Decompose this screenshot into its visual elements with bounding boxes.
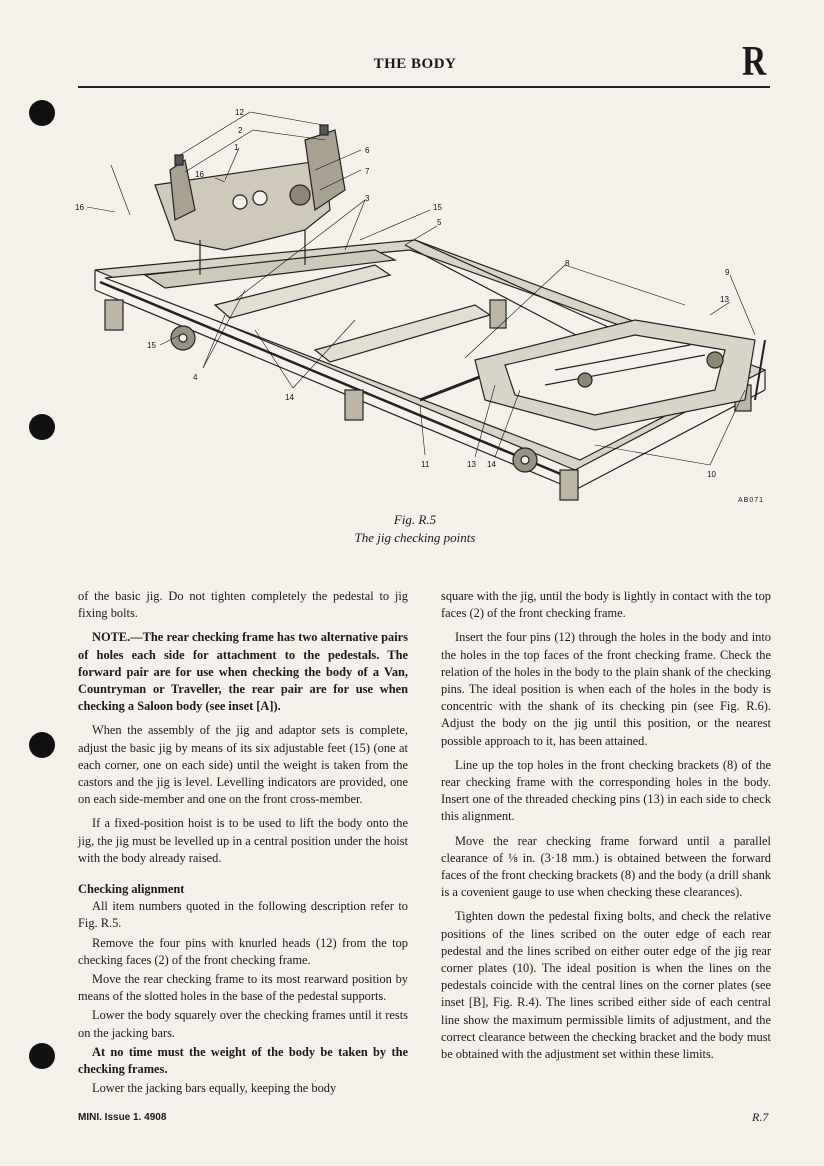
page-title: THE BODY: [373, 56, 457, 72]
callout-label: 6: [365, 146, 370, 155]
paragraph: Line up the top holes in the front checking brackets (8) of the rear checking frame with the corresponding holes in the body. Insert one of the threaded checking pins (13) in each side to check this alignment.: [441, 757, 771, 824]
callout-label: 7: [365, 167, 370, 176]
callout-label: 14: [285, 393, 294, 402]
paragraph: Tighten down the pedestal fixing bolts, and check the relative positions of the lines scribed on the outer edge of each rear pedestal and the lines scribed on either outer edge of the jig rear corner plates (10). The ideal position is when the lines on the pedestals coincide with the central lines on the corner plates (see inset [B], Fig. R.4). The lines scribed either side of each central line show the maximum permissible limits of adjustment, and the correct clearance between the checking bracket and the body must be obtained with the adjustment set within these limits.: [441, 909, 771, 1062]
callout-label: 12: [235, 108, 244, 117]
callout-label: 16: [75, 203, 84, 212]
callout-label: 15: [433, 203, 442, 212]
figure-caption-number: Fig. R.5: [393, 512, 437, 527]
paragraph: When the assembly of the jig and adaptor sets is complete, adjust the basic jig by means of its six adjustable feet (15) (one at each corner, one on each side) until the weight is taken from the castors and the jig is level. Levelling indicators are provided, one on each side-member and one on the front cross-member.: [78, 723, 408, 807]
callout-label: 15: [147, 341, 156, 350]
callout-label: 3: [365, 194, 370, 203]
footer-issue: MINI. Issue 1. 4908: [78, 1112, 167, 1123]
binder-hole: [29, 100, 55, 126]
callout-label: 13: [720, 295, 729, 304]
paragraph: Move the rear checking frame to its most rearward position by means of the slotted holes in the base of the pedestal supports.: [78, 972, 408, 1004]
callout-label: 9: [725, 268, 730, 277]
paragraph: Lower the body squarely over the checking frames until it rests on the jacking bars.: [78, 1008, 408, 1040]
paragraph: If a fixed-position hoist is to be used to lift the body onto the jig, the jig must be levelled up in a central position under the hoist with the body already raised.: [78, 816, 408, 865]
paragraph: square with the jig, until the body is lightly in contact with the top faces (2) of the front checking frame.: [441, 589, 771, 621]
callout-label: 5: [437, 218, 442, 227]
binder-hole: [29, 414, 55, 440]
paragraph: All item numbers quoted in the following description refer to Fig. R.5.: [78, 899, 408, 931]
paragraph: Move the rear checking frame forward until a parallel clearance of ⅛ in. (3·18 mm.) is obtained between the forward faces of the front checking brackets (8) and the body (a drill shank is a covenient gauge to use when checking these clearances).: [441, 833, 771, 900]
callout-label: 8: [565, 259, 570, 268]
callout-label: 14: [487, 460, 496, 469]
warning-paragraph: At no time must the weight of the body be taken by the checking frames.: [78, 1044, 408, 1077]
paragraph: Insert the four pins (12) through the holes in the body and into the holes in the top faces of the front checking frame. Check the relation of the holes in the body to the plain shank of the checking pins. The ideal position is when each of the holes in the body is concentric with the shank of its checking pin (see Fig. R.6). Adjust the body on the jig until this position, or the nearest possible approach to it, has been attained.: [441, 630, 771, 748]
callout-label: 1: [234, 143, 239, 152]
jig-illustration: [75, 100, 775, 510]
section-letter: R: [742, 39, 767, 85]
binder-hole: [29, 732, 55, 758]
binder-hole: [29, 1043, 55, 1069]
callout-label: 16: [195, 170, 204, 179]
paragraph: Lower the jacking bars equally, keeping the body: [92, 1081, 337, 1096]
section-heading: Checking alignment: [78, 882, 185, 897]
right-column: [441, 588, 771, 1070]
left-column: [78, 588, 408, 1099]
callout-label: 4: [193, 373, 198, 382]
page-number: R.7: [752, 1110, 769, 1124]
header-rule: [78, 86, 770, 88]
note-paragraph: NOTE.—The rear checking frame has two alternative pairs of holes each side for attachment to the pedestals. The forward pair are for use when checking the body of a Van, Countryman or Traveller, the rear pair are for use when checking a Saloon body (see inset [A]).: [78, 630, 408, 714]
paragraph: Remove the four pins with knurled heads (12) from the top checking faces (2) of the front checking frame.: [78, 935, 408, 967]
callout-label: 2: [238, 126, 243, 135]
figure-code: AB071: [738, 497, 765, 504]
callout-label: 13: [467, 460, 476, 469]
figure-caption-text: The jig checking points: [354, 530, 476, 545]
paragraph: of the basic jig. Do not tighten completely the pedestal to jig fixing bolts.: [78, 589, 408, 621]
callout-label: 11: [421, 460, 430, 469]
callout-label: 10: [707, 470, 716, 479]
